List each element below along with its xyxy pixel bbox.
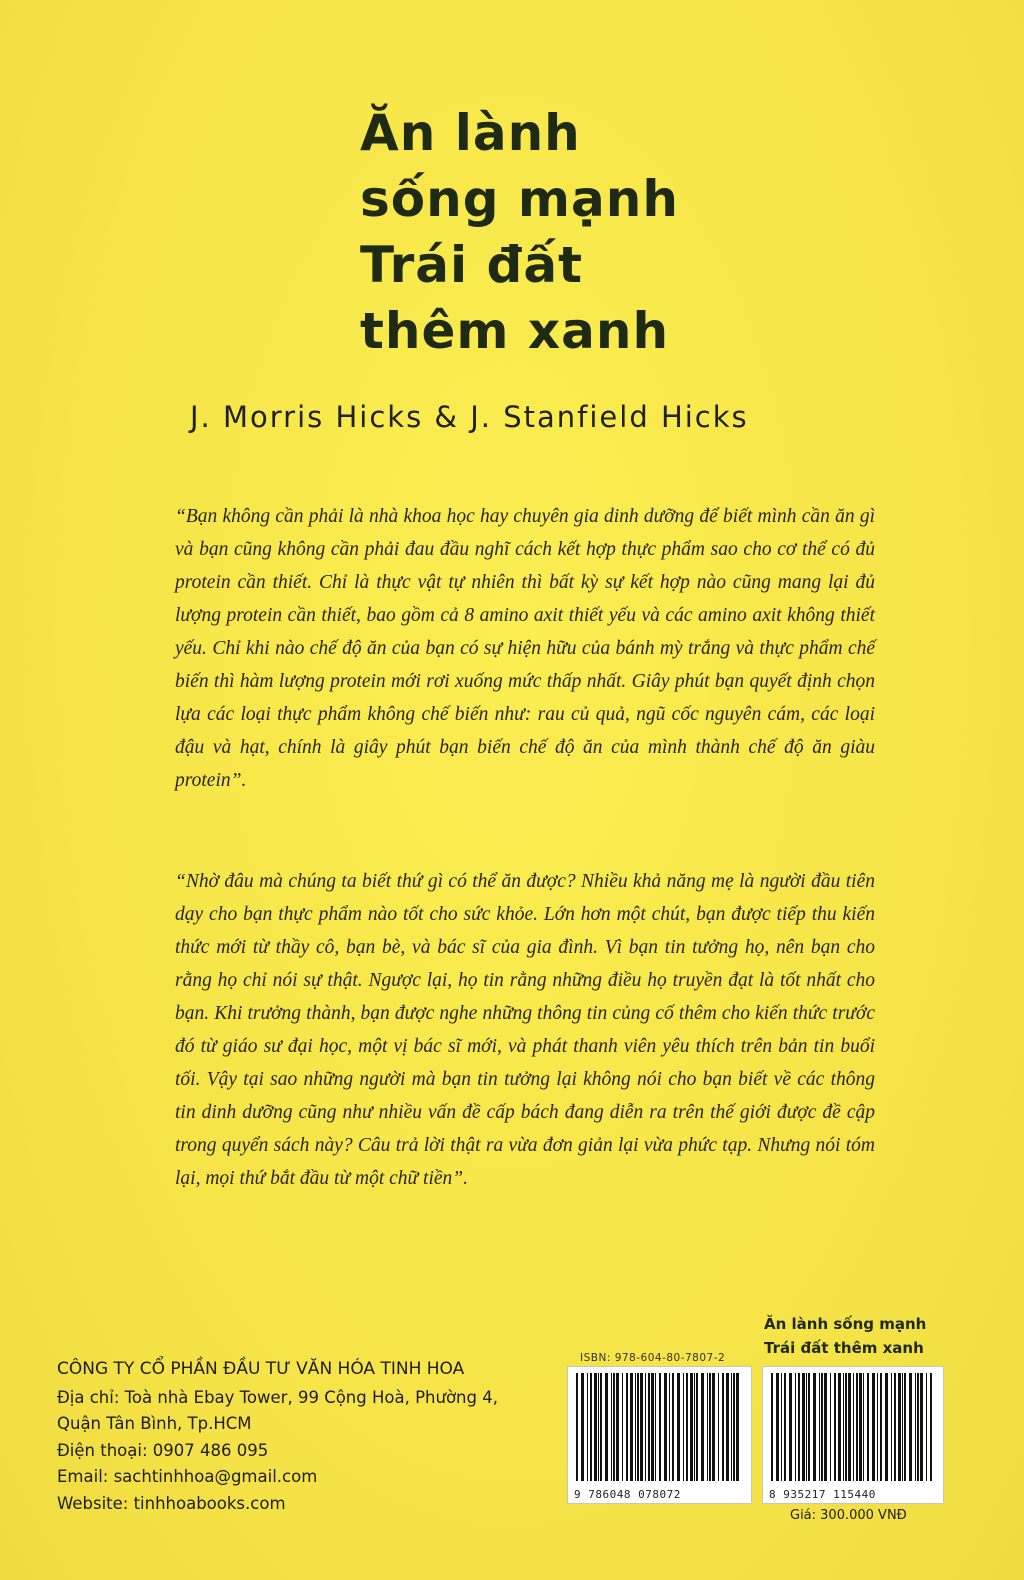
barcode-bar [598,1373,599,1481]
barcode-bar [830,1373,831,1481]
barcode-bar [696,1373,698,1481]
barcode-bar [813,1373,816,1481]
price-barcode [762,1366,944,1504]
barcode-bar [781,1373,782,1481]
barcode-bar [622,1373,623,1481]
barcode-bar [686,1373,688,1481]
barcode-bar [645,1373,646,1481]
barcode-bar [640,1373,643,1481]
barcode-bar [736,1373,739,1481]
barcode-bar [709,1373,711,1481]
barcode-bar [789,1373,792,1481]
barcode-bar [600,1373,602,1481]
isbn-barcode-bars [576,1373,743,1481]
barcode-bar [590,1373,592,1481]
barcode-bar [930,1373,932,1481]
barcode-bar [853,1373,854,1481]
barcode-bar [712,1373,715,1481]
price-barcode-number: 8 935217 115440 [769,1488,937,1501]
barcode-bar [856,1373,858,1481]
barcode-bar [707,1373,708,1481]
barcode-bar [926,1373,927,1481]
barcode-bar [733,1373,735,1481]
barcode-bar [630,1373,633,1481]
barcode-bar [845,1373,847,1481]
barcode-bar [885,1373,888,1481]
book-title [360,100,700,364]
barcode-bar [664,1373,667,1481]
barcode-bar [848,1373,851,1481]
barcode-bar [867,1373,869,1481]
barcode-bar [898,1373,901,1481]
isbn-label: ISBN: 978-604-80-7807-2 [580,1352,726,1364]
barcode-bar [808,1373,810,1481]
barcode-bar [819,1373,820,1481]
barcode-bar [838,1373,841,1481]
barcode-bar [784,1373,786,1481]
barcode-bar [894,1373,896,1481]
barcode-bar [677,1373,680,1481]
publisher-phone: Điện thoại: 0907 486 095 [57,1440,269,1460]
barcode-bar [904,1373,906,1481]
barcode-bar [909,1373,912,1481]
barcode-bar [843,1373,844,1481]
publisher-company: CÔNG TY CỔ PHẦN ĐẦU TƯ VĂN HÓA TINH HOA [57,1359,465,1379]
barcode-bar [581,1373,584,1481]
barcode-bar [802,1373,805,1481]
barcode-bar [701,1373,704,1481]
barcode-bar [611,1373,612,1481]
publisher-address-1: Địa chỉ: Toà nhà Ebay Tower, 99 Cộng Hoà, Phường 4, [57,1387,498,1407]
barcode-bar [683,1373,684,1481]
isbn-barcode [567,1366,752,1504]
barcode-bar [834,1373,836,1481]
barcode-bar [605,1373,608,1481]
barcode-bar [917,1373,919,1481]
barcode-bar [594,1373,597,1481]
quote-1: “Bạn không cần phải là nhà khoa học hay chuyên gia dinh dưỡng để biết mình cần ăn gì và bạn cũng không cần phải đau đầu nghĩ cách kết hợp thực phẩm sao cho cơ thể có đủ protein cần thiết. Chỉ là thực vật tự nhiên thì bất kỳ sự kết hợp nào cũng mang lại đủ lượng protein cần thiết, bao gồm cả 8 amino axit thiết yếu và các amino axit không thiết yếu. Chỉ khi nào chế độ ăn của bạn có sự hiện hữu của bánh mỳ trắng và thực phẩm chế biến thì hàm lượng protein mới rơi xuống mức thấp nhất. Giây phút bạn quyết định chọn lựa các loại thực phẩm không chế biến như: rau củ quả, ngũ cốc nguyên cám, các loại đậu và hạt, chính là giây phút bạn biến chế độ ăn của mình thành chế độ ăn giàu protein”. [175,506,875,791]
barcode-bar [726,1373,729,1481]
barcode-bar [613,1373,615,1481]
publisher-email: Email: sachtinhhoa@gmail.com [57,1467,318,1486]
authors: J. Morris Hicks & J. Stanfield Hicks [190,400,749,434]
barcode-bar [863,1373,864,1481]
barcode-bar [694,1373,695,1481]
isbn-barcode-number: 9 786048 078072 [574,1488,745,1501]
barcode-bar [920,1373,923,1481]
title-line-4: thêm xanh [360,302,670,360]
barcode-bar [722,1373,724,1481]
title-line-3: Trái đất [360,236,583,294]
barcode-bar [718,1373,719,1481]
barcode-bar [859,1373,862,1481]
barcode-bar [648,1373,650,1481]
barcode-bar [915,1373,916,1481]
barcode-bar [902,1373,903,1481]
barcode-bar [576,1373,578,1481]
barcode-bar [690,1373,693,1481]
barcode-bar [771,1373,773,1481]
barcode-bar [877,1373,878,1481]
back-title [764,1312,926,1360]
barcode-bar [824,1373,827,1481]
barcode-bar [669,1373,670,1481]
back-title-line-1: Ăn lành sống mạnh [764,1315,927,1333]
barcode-bar [795,1373,796,1481]
publisher-info [57,1356,557,1517]
publisher-address-2: Quận Tân Bình, Tp.HCM [57,1414,252,1433]
barcode-bar [731,1373,732,1481]
barcode-bar [880,1373,882,1481]
barcode-bar [821,1373,823,1481]
barcode-bar [651,1373,654,1481]
title-line-2: sống mạnh [360,170,679,228]
quote-2: “Nhờ đâu mà chúng ta biết thứ gì có thể ăn được? Nhiều khả năng mẹ là người đầu tiên dạy cho bạn thực phẩm nào tốt cho sức khỏe. Lớn hơn một chút, bạn được tiếp thu kiến thức mới từ thầy cô, bạn bè, và bác sĩ của gia đình. Vì bạn tin tưởng họ, nên bạn cho rằng họ chỉ nói sự thật. Ngược lại, họ tin rằng những điều họ truyền đạt là tốt nhất cho bạn. Khi trưởng thành, bạn được nghe những thông tin củng cố thêm cho kiến thức trước đó từ giáo sư đại học, một vị bác sĩ mới, và phát thanh viên yêu thích trên bản tin buổi tối. Vậy tại sao những người mà bạn tin tưởng lại không nói cho bạn biết về các thông tin dinh dưỡng cũng như nhiều vấn đề cấp bách đang diễn ra trên thế giới được đề cập trong quyển sách này? Câu trả lời thật ra vừa đơn giản lại vừa phức tạp. Nhưng nói tóm lại, mọi thứ bắt đầu từ một chữ tiền”. [175,871,875,1189]
barcode-bar [587,1373,588,1481]
price-barcode-bars [771,1373,935,1481]
barcode-bar [659,1373,661,1481]
barcode-bar [806,1373,807,1481]
title-line-1: Ăn lành [360,104,581,162]
barcode-bar [635,1373,636,1481]
barcode-bar [637,1373,639,1481]
price-label: Giá: 300.000 VNĐ [790,1508,907,1523]
barcode-bar [655,1373,656,1481]
barcode-bar [891,1373,892,1481]
barcode-bar [672,1373,674,1481]
back-title-line-2: Trái đất thêm xanh [764,1339,924,1357]
publisher-website: Website: tinhhoabooks.com [57,1493,286,1513]
barcode-bar [872,1373,875,1481]
barcode-bar [776,1373,779,1481]
barcode-bar [626,1373,628,1481]
barcode-bar [616,1373,619,1481]
barcode-bar [798,1373,800,1481]
